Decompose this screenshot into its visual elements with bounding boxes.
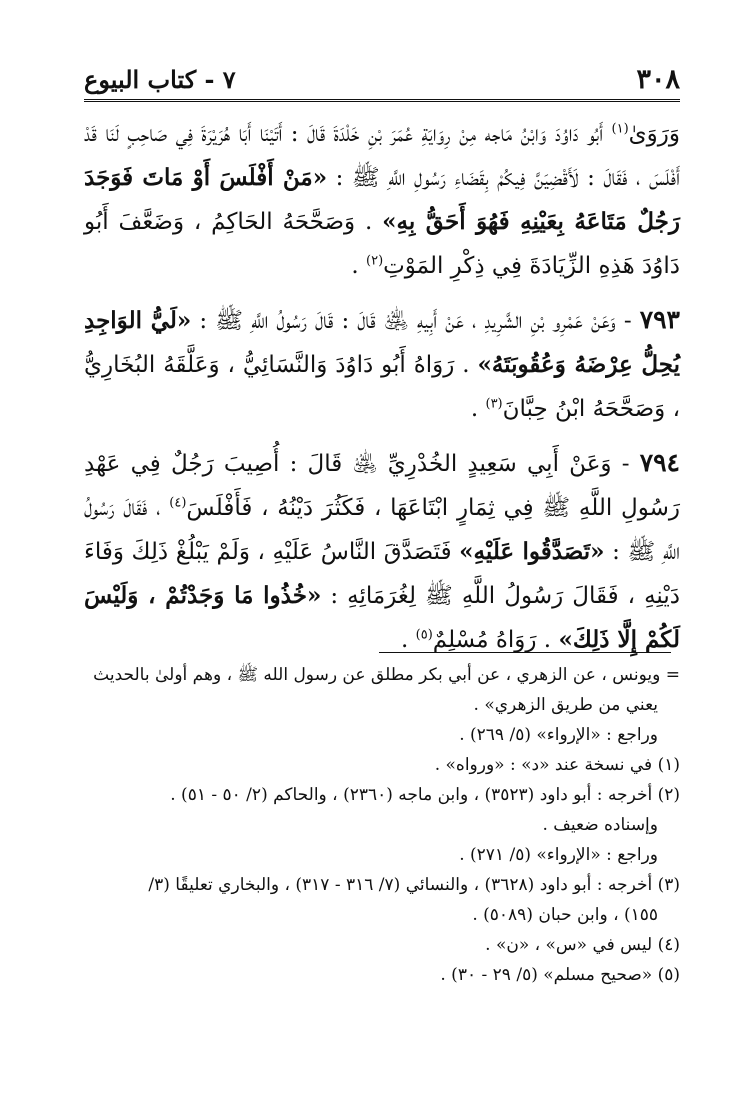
hadith-794 [84,441,680,662]
footnote-ref[interactable]: (٤) [169,495,187,511]
text: أَبُو دَاوُدَ وَابْنُ مَاجه مِنْ رِوَايَةِ عُمَرَ بْنِ خَلْدَةَ قَالَ : أَتَيْنَا أَبَا هُرَيْرَةَ فِي صَاحِبٍ لَنَا قَدْ أَفْلَسَ ، فَقَالَ : لَأَقْضِيَنَّ فِيكُمْ بِقَضَاءِ رَسُولِ اللَّهِ ﷺ : [84,121,680,191]
text: - وَعَنْ عَمْرِو بْنِ الشَّرِيدِ ، عَنْ أَبِيهِ ﵁ قَالَ : قَالَ رَسُولُ اللَّهِ ﷺ : [191,308,640,334]
footnote-3: (٣) أخرجه : أبو داود (٣٦٢٨) ، والنسائي (٧/ ٣١٦ - ٣١٧) ، والبخاري تعليقًا (٣/ [148,875,680,895]
footnote-continuation: يعني من طريق الزهري» . [473,695,658,715]
footnote-3-line: ١٥٥) ، وابن حبان (٥٠٨٩) . [472,905,658,925]
main-text [84,112,680,662]
footnote-continuation: = ويونس ، عن الزهري ، عن أبي بكر مطلق عن رسول الله ﷺ ، وهم أولىٰ بالحديث [93,665,680,685]
footnotes [84,660,680,990]
hadith-number: ٧٩٣ [639,305,680,334]
hadith-number: ٧٩٤ [639,448,680,477]
text: . وَصَحَّحَهُ الحَاكِمُ ، وَضَعَّفَ أَبُو دَاوُدَ هَذِهِ الزِّيَادَةَ فِي ذِكْرِ المَوْتِ [84,209,680,279]
footnote-ref[interactable]: (٥) [415,627,433,643]
paragraph-narration [84,112,680,288]
text: فَتَصَدَّقَ النَّاسُ عَلَيْهِ ، وَلَمْ يَبْلُغْ ذَلِكَ وَفَاءَ دَيْنِهِ ، فَقَالَ رَسُولُ اللَّهِ ﷺ لِغُرَمَائِهِ : [84,539,680,609]
footnote-ref[interactable]: (٣) [485,396,503,412]
text: . [401,627,416,653]
running-title: ٧ - كتاب البيوع [84,65,236,94]
footnote-2-line: وإسناده ضعيف . [542,815,658,835]
footnote-ref[interactable]: (١) [611,121,629,137]
footnote-2: (٢) أخرجه : أبو داود (٣٥٢٣) ، وابن ماجه (٢٣٦٠) ، والحاكم (٢/ ٥٠ - ٥١) . [170,785,680,805]
page-header [84,60,680,100]
hadith-quote: «تَصَدَّقُوا عَلَيْهِ» [459,538,605,565]
text: . رَوَاهُ مُسْلِمٌ [432,627,559,653]
page-number: ٣٠٨ [636,64,680,95]
text: . رَوَاهُ أَبُو دَاوُدَ وَالنَّسَائِيُّ ، وَعَلَّقَهُ البُخَارِيُّ ، وَصَحَّحَهُ ابْنُ حِبَّانَ [84,352,680,422]
hadith-quote: «خُذُوا مَا وَجَدْتُمْ ، وَلَيْسَ لَكُمْ إِلَّا ذَلِكَ» [84,582,680,653]
footnote-5: (٥) «صحيح مسلم» (٥/ ٢٩ - ٣٠) . [440,965,680,985]
footnote-1: (١) في نسخة عند «د» : «ورواه» . [434,755,680,775]
header-rule [84,99,680,104]
text: وَرَوَىٰ [628,121,680,147]
footnote-2-line: وراجع : «الإرواء» (٥/ ٢٧١) . [459,845,658,865]
footnote-ref[interactable]: (٢) [366,253,384,269]
hadith-quote: «لَيُّ الوَاجِدِ يُحِلُّ عِرْضَهُ وَعُقُوبَتَهُ» [84,307,680,378]
footnote-continuation: وراجع : «الإرواء» (٥/ ٢٦٩) . [459,725,658,745]
text: - وَعَنْ أَبِي سَعِيدٍ الخُدْرِيِّ ﵁ قَالَ : أُصِيبَ رَجُلٌ فِي عَهْدِ رَسُولِ اللَّهِ ﷺ فِي ثِمَارٍ ابْتَاعَهَا ، فَكَثُرَ دَيْنُهُ ، فَأَفْلَسَ [84,451,680,521]
text: ، فَقَالَ رَسُولُ اللَّهِ ﷺ : [84,495,681,565]
text: . [351,253,366,279]
footnote-separator [379,652,671,653]
footnote-4: (٤) ليس في «س» ، «ن» . [485,935,680,955]
hadith-793 [84,298,680,431]
text: . [470,396,486,422]
hadith-quote: «مَنْ أَفْلَسَ أَوْ مَاتَ فَوَجَدَ رَجُلٌ مَتَاعَهُ بِعَيْنِهِ فَهُوَ أَحَقُّ بِهِ» [84,164,680,235]
